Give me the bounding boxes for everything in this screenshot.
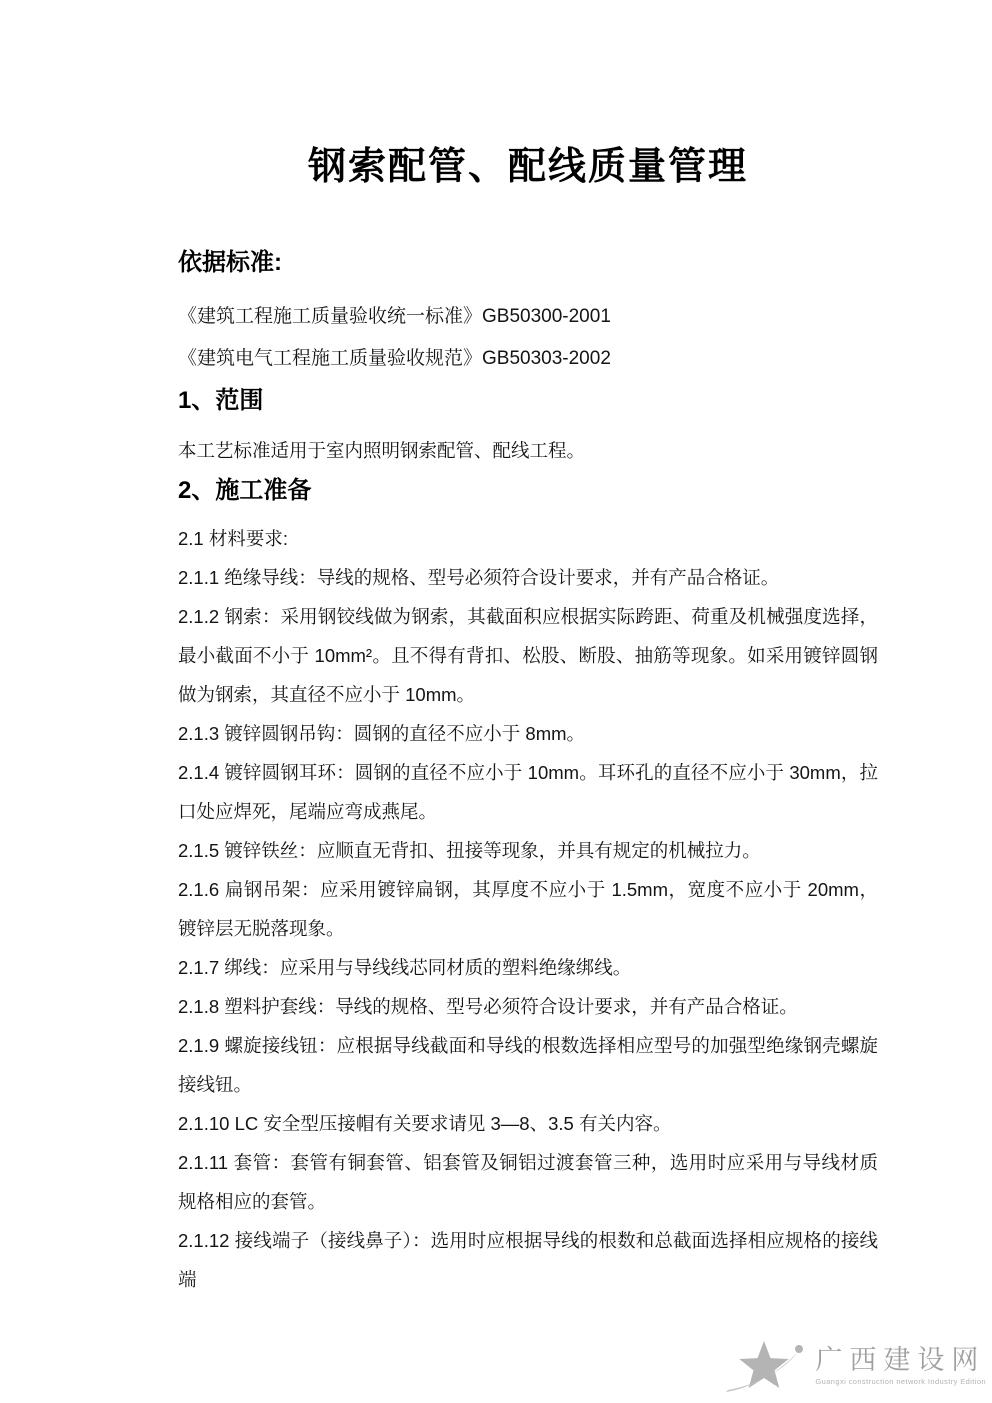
section-2-preparation-heading: 2、施工准备 bbox=[178, 477, 312, 504]
material-item-2-1-3: 2.1.3 镀锌圆钢吊钩：圆钢的直径不应小于 8mm。 bbox=[178, 723, 586, 744]
material-item-2-1-9: 2.1.9 螺旋接线钮：应根据导线截面和导线的根数选择相应型号的加强型绝缘钢壳螺旋接线钮。 bbox=[178, 1035, 878, 1095]
material-item-2-1-8: 2.1.8 塑料护套线：导线的规格、型号必须符合设计要求，并有产品合格证。 bbox=[178, 996, 798, 1017]
material-item-2-1-7: 2.1.7 绑线：应采用与导线线芯同材质的塑料绝缘绑线。 bbox=[178, 957, 632, 978]
logo-english-text: Guangxi construction network Industry Edition bbox=[815, 1377, 986, 1387]
document-content bbox=[178, 0, 878, 1299]
material-item-2-1-11: 2.1.11 套管：套管有铜套管、铝套管及铜铝过渡套管三种，选用时应采用与导线材质规格相应的套管。 bbox=[178, 1152, 878, 1212]
material-item-2-1-6: 2.1.6 扁钢吊架：应采用镀锌扁钢，其厚度不应小于 1.5mm，宽度不应小于 20mm，镀锌层无脱落现象。 bbox=[178, 879, 878, 939]
standard-reference-1: 《建筑工程施工质量验收统一标准》GB50300-2001 bbox=[178, 306, 611, 327]
material-item-2-1-1: 2.1.1 绝缘导线：导线的规格、型号必须符合设计要求，并有产品合格证。 bbox=[178, 567, 780, 588]
logo-text-block bbox=[815, 1346, 986, 1386]
standard-reference-2: 《建筑电气工程施工质量验收规范》GB50303-2002 bbox=[178, 348, 611, 369]
material-item-2-1-5: 2.1.5 镀锌铁丝：应顺直无背扣、扭接等现象，并具有规定的机械拉力。 bbox=[178, 840, 761, 861]
star-swoosh-logo-icon bbox=[722, 1335, 810, 1397]
material-item-2-1-4: 2.1.4 镀锌圆钢耳环：圆钢的直径不应小于 10mm。耳环孔的直径不应小于 30mm，拉口处应焊死，尾端应弯成燕尾。 bbox=[178, 762, 878, 822]
scope-paragraph: 本工艺标准适用于室内照明钢索配管、配线工程。 bbox=[178, 440, 586, 461]
material-requirements-list bbox=[178, 519, 878, 1299]
material-item-2-1-12: 2.1.12 接线端子（接线鼻子）：选用时应根据导线的根数和总截面选择相应规格的接线端 bbox=[178, 1230, 879, 1290]
logo-chinese-text: 广西建设网 bbox=[815, 1344, 986, 1375]
document-title: 钢索配管、配线质量管理 bbox=[307, 146, 748, 188]
basis-standards-heading: 依据标准: bbox=[178, 249, 282, 276]
material-requirements-heading: 2.1 材料要求: bbox=[178, 528, 288, 549]
section-1-scope-heading: 1、范围 bbox=[178, 387, 264, 414]
material-item-2-1-2: 2.1.2 钢索：采用钢铰线做为钢索，其截面积应根据实际跨距、荷重及机械强度选择，最小截面不小于 10mm²。且不得有背扣、松股、断股、抽筋等现象。如采用镀锌圆钢做为钢索，其直径不应小于 10mm。 bbox=[178, 606, 878, 705]
material-item-2-1-10: 2.1.10 LC 安全型压接帽有关要求请见 3—8、3.5 有关内容。 bbox=[178, 1113, 672, 1134]
guangxi-construction-network-logo bbox=[722, 1335, 986, 1397]
